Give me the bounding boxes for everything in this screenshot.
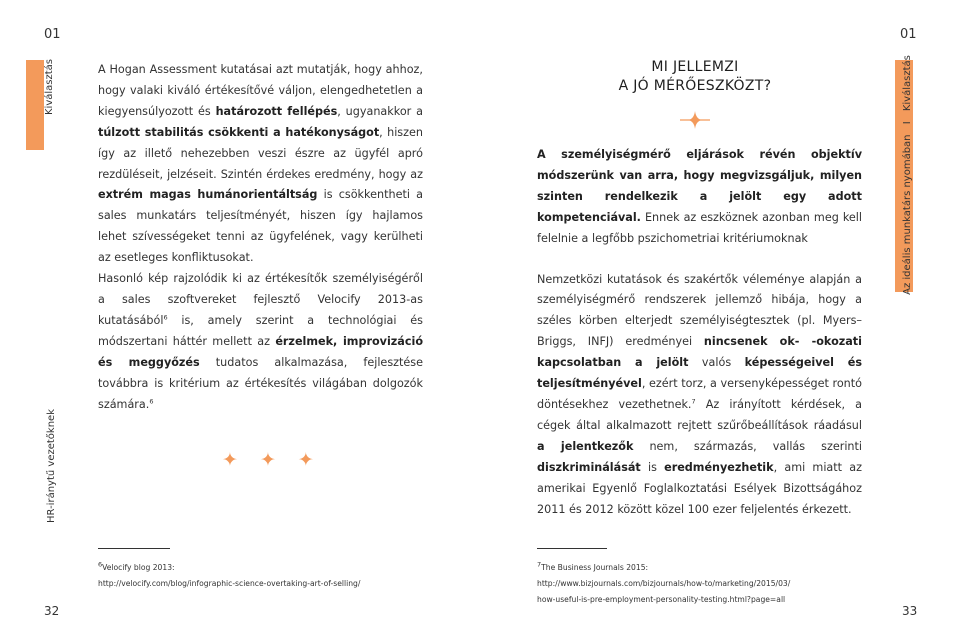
body-text: , ami miatt az amerikai Egyenlő Foglalkoztatási Esélyek Bizottságához 2011 és 2012 között közel 100 ezer feljelentés érkezett. <box>537 460 862 516</box>
body-text: is, amely szerint a technológiai és módszertani háttér mellett az <box>98 313 423 348</box>
body-text: A Hogan Assessment kutatásai azt mutatják, hogy ahhoz, hogy valaki kiváló értékesítővé váljon, elengedhetetlen a kiegyensúlyozott és <box>98 63 423 118</box>
right-footnote-link-1[interactable]: http://www.bizjournals.com/bizjournals/how-to/marketing/2015/03/ <box>537 579 791 588</box>
left-section-label: HR-iránytű vezetőknek <box>46 409 57 523</box>
right-page-number: 33 <box>902 604 918 618</box>
left-footnote-rule <box>98 548 170 549</box>
body-text: , ugyanakkor a <box>337 104 423 118</box>
emphasis-text: A személyiségmérő eljárások révén objektív módszerünk van arra, hogy megvizsgáljuk, milyen szinten rendelkezik a jelölt egy adott kompetenciával. <box>537 148 862 224</box>
left-footnote-link[interactable]: http://velocify.com/blog/infographic-science-overtaking-art-of-selling/ <box>98 579 361 588</box>
emphasis-text: eredményezhetik <box>664 460 774 474</box>
body-text: is <box>640 460 665 474</box>
emphasis-text: nincsenek ok- -okozati kapcsolatban a jelölt <box>537 335 862 370</box>
body-text: is csökkentheti a sales munkatárs teljesítményét, hiszen így hajlamos lehet szívességeket tenni az ügyfelének, vagy kerülheti az esetleges konfliktusokat. <box>98 188 423 265</box>
left-tab-label: Kiválasztás <box>44 59 55 116</box>
right-tab-label: Az ideális munkatárs nyomában I Kiválasztás <box>902 55 913 295</box>
right-chapter-number: 01 <box>900 27 917 42</box>
emphasis-text: extrém magas humánorientáltság <box>98 188 318 202</box>
body-text: Ennek az eszköznek azonban meg kell felelnie a legfőbb pszichometriai kritériumoknak <box>537 210 862 245</box>
heading-ornament-icon <box>680 109 710 131</box>
left-chapter-number: 01 <box>44 27 61 42</box>
right-footnote-link-2[interactable]: how-useful-is-pre-employment-personality-testing.html?page=all <box>537 595 786 604</box>
emphasis-text: a jelentkezők <box>537 439 634 453</box>
body-text: valós <box>688 356 745 370</box>
left-paragraph <box>98 60 423 269</box>
footnote-ref: 6 <box>149 396 154 405</box>
right-body-text <box>537 145 862 520</box>
right-footnote-rule <box>537 548 607 549</box>
left-page-number: 32 <box>44 604 60 618</box>
emphasis-text: képességeivel és teljesítményével <box>537 356 863 391</box>
left-footnote-title: $^6$Velocify blog 2013: <box>98 560 175 572</box>
left-chapter-tab <box>26 60 44 150</box>
body-text: Nemzetközi kutatások és szakértők véleménye alapján a személyiségmérő rendszerek jellemző hibája, hogy a széles körben elterjedt személyiségtesztek (pl. Myers–Briggs, INFJ) eredményei <box>537 272 862 349</box>
footnote-ref: 6 <box>163 313 168 322</box>
ornament-stars: ✦ ✦ ✦ <box>222 449 322 471</box>
right-tab-title: Kiválasztás <box>902 55 913 112</box>
body-text: Az irányított kérdések, a cégek által alkalmazott rejtett szűrőbeállítások ráadásul <box>537 397 862 432</box>
emphasis-text: érzelmek, improvizáció és meggyőzés <box>98 334 424 369</box>
body-text: , hiszen így az illető nehezebben veszi észre az ügyfél apró rezdüléseit, jelzéseit. Szintén érdekes eredmény, hogy az <box>98 125 423 181</box>
body-text: , ezért torz, a versenyképességet rontó döntésekhez vezethetnek. <box>537 377 862 411</box>
emphasis-text: diszkriminálását <box>537 460 641 474</box>
right-footnote-title: $^7$The Business Journals 2015: <box>537 560 649 572</box>
emphasis-text: túlzott stabilitás csökkenti a hatékonyságot <box>98 125 380 139</box>
emphasis-text: határozott fellépés <box>215 104 338 118</box>
right-paragraph <box>537 270 862 521</box>
body-text: Hasonló kép rajzolódik ki az értékesítők személyiségéről a sales szoftvereket fejlesztő Velocify 2013-as kutatásából <box>98 272 423 327</box>
right-paragraph <box>537 145 862 250</box>
body-text: tudatos alkalmazása, fejlesztése továbbra is kritérium az értékesítés világában dolgozók számára. <box>98 355 424 411</box>
left-paragraph <box>98 269 423 415</box>
body-text: nem, származás, vallás szerinti <box>633 439 863 453</box>
footnote-ref: 7 <box>691 397 696 406</box>
right-section-label: Az ideális munkatárs nyomában <box>902 134 913 295</box>
left-body-text <box>98 60 423 415</box>
section-heading: MI JELLEMZI A JÓ MÉRŐESZKÖZT? <box>618 59 772 94</box>
